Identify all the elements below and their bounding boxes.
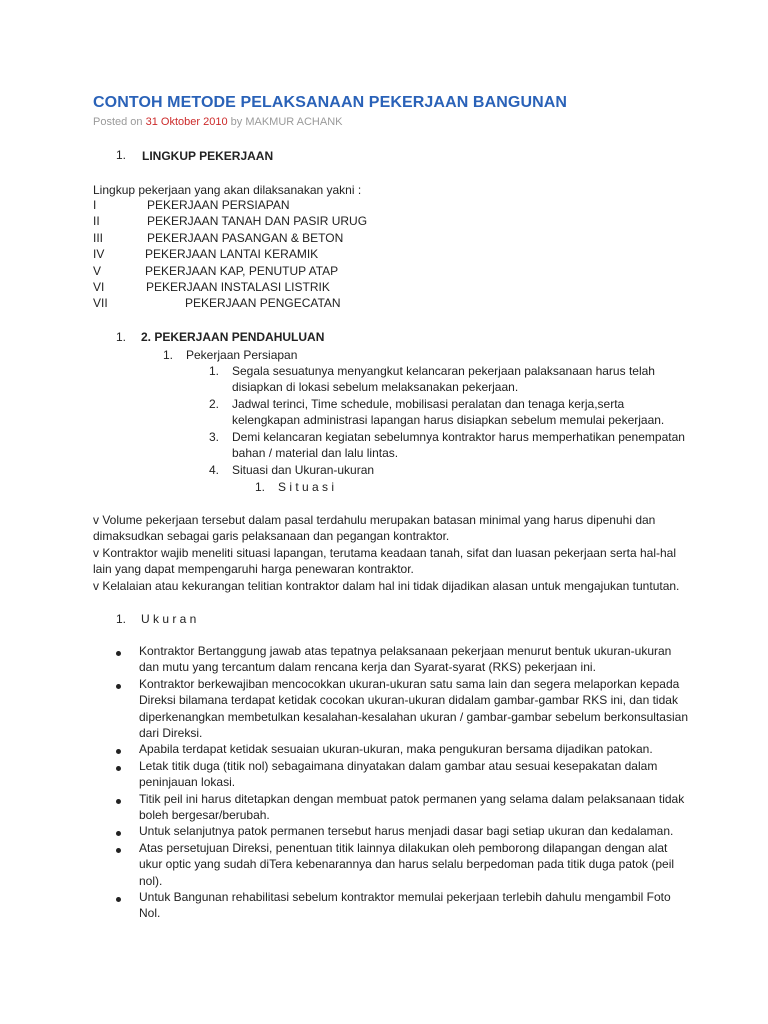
scope-roman: V [93, 263, 102, 278]
scope-item: PEKERJAAN PASANGAN & BETON [147, 230, 344, 245]
situasi-note-line: lain yang dapat mempengaruhi harga penewaran kontraktor. [93, 562, 414, 577]
bullet-icon [116, 684, 121, 689]
bullet-icon [116, 749, 121, 754]
post-date-link[interactable]: 31 Oktober 2010 [145, 116, 228, 128]
scope-roman: I [93, 198, 97, 212]
preparation-item-text: bahan / material dan lalu lintas. [232, 446, 399, 461]
scope-roman: VI [93, 280, 105, 294]
ukuran-bullet-text: Titik peil ini harus ditetapkan dengan membuat patok permanen yang selama dalam pelaksanaan tidak [139, 791, 685, 806]
subsection-heading: Pekerjaan Persiapan [186, 348, 298, 362]
situasi-note-line: dimaksudkan sebagai garis pelaksanaan dan pegangan kontraktor. [93, 529, 450, 544]
scope-item: PEKERJAAN KAP, PENUTUP ATAP [145, 263, 339, 278]
ukuran-bullet-text: boleh bergesar/berubah. [139, 808, 270, 822]
scope-item: PEKERJAAN INSTALASI LISTRIK [146, 280, 330, 294]
preparation-item-text: Jadwal terinci, Time schedule, mobilisasi peralatan dan tenaga kerja,serta [232, 397, 625, 411]
by-label: by [230, 116, 243, 128]
situasi-note-line: v Kelalaian atau kekurangan telitian kontraktor dalam hal ini tidak dijadikan alasan untuk mengajukan tuntutan. [93, 578, 680, 593]
section1-number: 1. [116, 148, 127, 162]
ukuran-bullet-text: dan mutu yang tercantum dalam rencana kerja dan Syarat-syarat (RKS) pekerjaan ini. [139, 660, 596, 675]
scope-item: PEKERJAAN LANTAI KERAMIK [145, 247, 319, 262]
ukuran-bullet-text: Kontraktor Bertanggung jawab atas tepatnya pelaksanaan pekerjaan menurut bentuk ukuran-ukuran [139, 644, 672, 658]
preparation-item-number: 2. [209, 397, 220, 411]
scope-roman: VII [93, 296, 108, 311]
bullet-icon [116, 799, 121, 804]
bullet-icon [116, 831, 121, 836]
ukuran-label: U k u r a n [141, 612, 197, 626]
ukuran-bullet-text: Nol. [139, 906, 161, 921]
ukuran-number: 1. [116, 612, 127, 626]
scope-item: PEKERJAAN PERSIAPAN [147, 198, 290, 212]
ukuran-bullet-text: Atas persetujuan Direksi, penentuan titik lainnya dilakukan oleh pemborong dilapangan dengan alat [139, 840, 668, 855]
preparation-item-number: 3. [209, 430, 220, 444]
page-title: CONTOH METODE PELAKSANAAN PEKERJAAN BANGUNAN [93, 94, 568, 111]
scope-roman: IV [93, 247, 105, 262]
ukuran-bullet-text: Letak titik duga (titik nol) sebagaimana dinyatakan dalam gambar atau sesuai kesepakatan dalam [139, 758, 658, 773]
ukuran-bullet-text: nol). [139, 873, 163, 888]
preparation-item-text: Demi kelancaran kegiatan sebelumnya kontraktor harus memperhatikan penempatan [232, 430, 685, 444]
ukuran-bullet-text: Direksi bilamana terdapat ketidak cocokan ukuran-ukuran didalam gambar-gambar RKS ini, dan tidak [139, 693, 678, 708]
bullet-icon [116, 848, 121, 853]
preparation-item-number: 4. [209, 463, 220, 477]
ukuran-bullet-text: Apabila terdapat ketidak sesuaian ukuran-ukuran, maka pengukuran bersama dijadikan patokan. [139, 742, 653, 757]
situasi-note-line: v Kontraktor wajib meneliti situasi lapangan, terutama keadaan tanah, sifat dan luasan pekerjaan serta hal-hal [93, 545, 677, 560]
author-name: MAKMUR ACHANK [245, 116, 343, 128]
ukuran-bullet-text: ukur optic yang sudah diTera kebenarannya dan harus selalu berpedoman pada titik duga patok (peil [139, 857, 675, 872]
situasi-label: S i t u a s i [278, 480, 335, 494]
bullet-icon [116, 766, 121, 771]
preparation-item-text: disiapkan di lokasi sebelum melaksanakan pekerjaan. [232, 380, 519, 395]
preparation-item-text: Segala sesuatunya menyangkut kelancaran pekerjaan palaksanaan harus telah [232, 364, 655, 378]
posted-on-label: Posted on [93, 116, 143, 128]
ukuran-bullet-text: Untuk Bangunan rehabilitasi sebelum kontraktor memulai pekerjaan terlebih dahulu mengambil Foto [139, 890, 671, 904]
ukuran-bullet-text: dari Direksi. [139, 726, 203, 740]
ukuran-bullet-text: Kontraktor berkewajiban mencocokkan ukuran-ukuran satu sama lain dan segera melaporkan kepada [139, 676, 680, 691]
subsection-number: 1. [163, 348, 174, 362]
scope-item: PEKERJAAN TANAH DAN PASIR URUG [147, 214, 368, 229]
section2-heading: 2. PEKERJAAN PENDAHULUAN [141, 330, 325, 344]
situasi-number: 1. [255, 480, 266, 494]
bullet-icon [116, 651, 121, 656]
preparation-item-number: 1. [209, 364, 220, 378]
ukuran-bullet-text: peninjauan lokasi. [139, 775, 236, 790]
situasi-note-line: v Volume pekerjaan tersebut dalam pasal terdahulu merupakan batasan minimal yang harus dipenuhi dan [93, 513, 656, 527]
scope-roman: III [93, 230, 104, 245]
scope-roman: II [93, 214, 100, 229]
bullet-icon [116, 897, 121, 902]
post-meta [93, 116, 343, 128]
preparation-item-text: Situasi dan Ukuran-ukuran [232, 463, 375, 477]
scope-item: PEKERJAAN PENGECATAN [185, 296, 341, 311]
section1-heading: LINGKUP PEKERJAAN [142, 149, 274, 163]
preparation-item-text: kelengkapan administrasi lapangan harus disiapkan sebelum memulai pekerjaan. [232, 413, 665, 428]
section2-number: 1. [116, 330, 127, 344]
scope-intro: Lingkup pekerjaan yang akan dilaksanakan yakni : [93, 183, 362, 197]
ukuran-bullet-text: Untuk selanjutnya patok permanen tersebut harus menjadi dasar bagi setiap ukuran dan kedalaman. [139, 824, 674, 839]
ukuran-bullet-text: diperkenangkan membetulkan kesalahan-kesalahan ukuran / gambar-gambar sebelum berkonsultasian [139, 709, 688, 724]
